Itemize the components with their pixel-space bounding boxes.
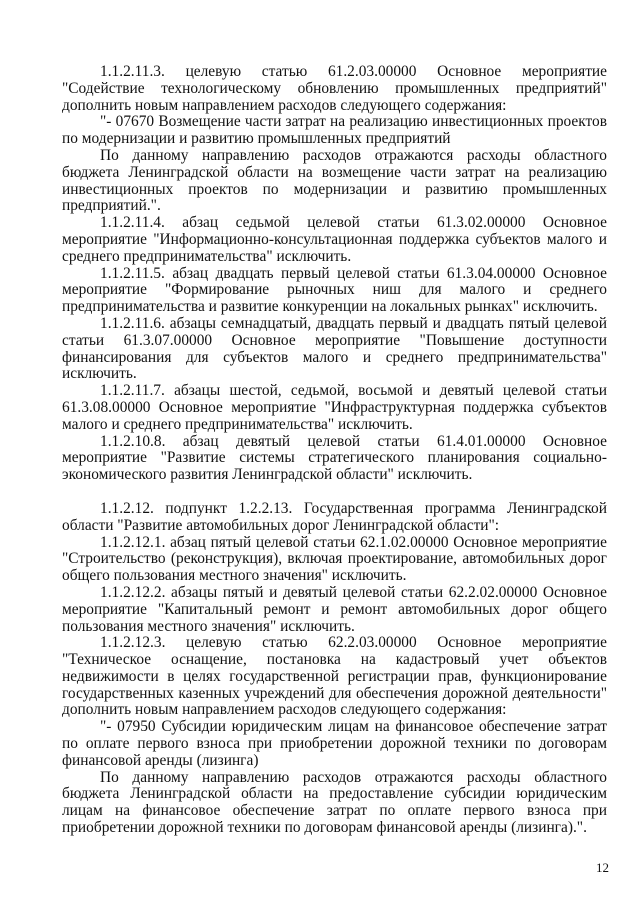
paragraph-1-1-2-10-8: 1.1.2.10.8. абзац девятый целевой статьи 61.4.01.00000 Основное мероприятие "Развитие системы стратегического планирования социально-экономического развития Ленинградской области" исключить. (62, 432, 607, 484)
paragraph-1-1-2-12-3: 1.1.2.12.3. целевую статью 62.2.03.00000 Основное мероприятие "Техническое оснащение, постановка на кадастровый учет объектов недвижимости в целях государственной регистрации прав, функционирование государственных казенных учреждений для обеспечения дорожной деятельности" дополнить новым направлением расходов следующего содержания: (62, 634, 607, 719)
paragraph-1-1-2-11-3: 1.1.2.11.3. целевую статью 61.2.03.00000 Основное мероприятие "Содействие технологическому обновлению промышленных предприятий" дополнить новым направлением расходов следующего содержания: (62, 63, 607, 114)
document-body (62, 64, 607, 837)
paragraph-07950-direction: "- 07950 Субсидии юридическим лицам на финансовое обеспечение затрат по оплате первого взноса при приобретении дорожной техники по договорам финансовой аренды (лизинга) (62, 718, 607, 769)
paragraph-1-1-2-11-6: 1.1.2.11.6. абзацы семнадцатый, двадцать первый и двадцать пятый целевой статьи 61.3.07.00000 Основное мероприятие "Повышение доступности финансирования для субъектов малого и среднего предпринимательства" исключить. (62, 314, 607, 383)
paragraph-1-1-2-12-2: 1.1.2.12.2. абзацы пятый и девятый целевой статьи 62.2.02.00000 Основное мероприятие "Капитальный ремонт и ремонт автомобильных дорог общего пользования местного значения" исключить. (62, 583, 607, 635)
paragraph-07670-direction: "- 07670 Возмещение части затрат на реализацию инвестиционных проектов по модернизации и развитию промышленных предприятий (62, 113, 607, 148)
paragraph-1-1-2-11-7: 1.1.2.11.7. абзацы шестой, седьмой, восьмой и девятый целевой статьи 61.3.08.00000 Основное мероприятие "Инфраструктурная поддержка субъектов малого и среднего предпринимательства" исключить. (62, 382, 607, 433)
paragraph-1-1-2-11-4: 1.1.2.11.4. абзац седьмой целевой статьи 61.3.02.00000 Основное мероприятие "Информационно-консультационная поддержка субъектов малого и среднего предпринимательства" исключить. (62, 214, 607, 265)
paragraph-07950-description: По данному направлению расходов отражаются расходы областного бюджета Ленинградской области на предоставление субсидии юридическим лицам на финансовое обеспечение затрат по оплате первого взноса при приобретении дорожной техники по договорам финансовой аренды (лизинга).". (62, 768, 607, 837)
paragraph-1-1-2-12: 1.1.2.12. подпункт 1.2.2.13. Государственная программа Ленинградской области "Развитие автомобильных дорог Ленинградской области": (62, 499, 607, 534)
paragraph-07670-description: По данному направлению расходов отражаются расходы областного бюджета Ленинградской области на возмещение части затрат на реализацию инвестиционных проектов по модернизации и развитию промышленных предприятий.". (62, 146, 607, 215)
page-number: 12 (596, 860, 609, 875)
paragraph-1-1-2-11-5: 1.1.2.11.5. абзац двадцать первый целевой статьи 61.3.04.00000 Основное мероприятие "Формирование рыночных ниш для малого и среднего предпринимательства и развитие конкуренции на локальных рынках" исключить. (62, 264, 607, 316)
paragraph-1-1-2-12-1: 1.1.2.12.1. абзац пятый целевой статьи 62.1.02.00000 Основное мероприятие "Строительство (реконструкция), включая проектирование, автомобильных дорог общего пользования местного значения" исключить. (62, 533, 607, 585)
